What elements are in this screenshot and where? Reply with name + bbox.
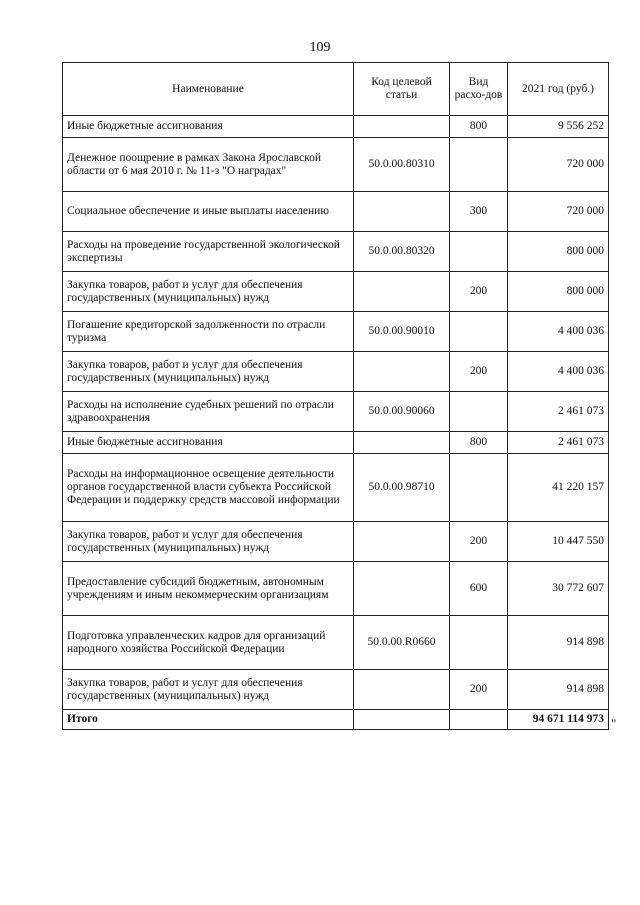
header-target-code: Код целевой статьи (354, 63, 450, 116)
cell-amount: 10 447 550 (508, 522, 609, 562)
total-label: Итого (63, 710, 354, 730)
cell-name: Закупка товаров, работ и услуг для обеспечения государственных (муниципальных) нужд (63, 352, 354, 392)
cell-target-code: 50.0.00.90010 (354, 312, 450, 352)
table-row (63, 116, 609, 138)
cell-name: Закупка товаров, работ и услуг для обеспечения государственных (муниципальных) нужд (63, 272, 354, 312)
cell-target-code: 50.0.00.98710 (354, 454, 450, 522)
cell-expense-type (450, 454, 508, 522)
table-body (63, 116, 609, 710)
cell-amount: 4 400 036 (508, 312, 609, 352)
cell-expense-type (450, 232, 508, 272)
table-row (63, 138, 609, 192)
cell-target-code: 50.0.00.90060 (354, 392, 450, 432)
table-row (63, 392, 609, 432)
cell-expense-type: 300 (450, 192, 508, 232)
cell-target-code (354, 562, 450, 616)
table-header-row (63, 63, 609, 116)
total-code-cell (354, 710, 450, 730)
cell-target-code: 50.0.00.80310 (354, 138, 450, 192)
cell-name: Расходы на информационное освещение деятельности органов государственной власти субъекта Российской Федерации и поддержку средств массовой информации (63, 454, 354, 522)
cell-name: Денежное поощрение в рамках Закона Ярославской области от 6 мая 2010 г. № 11-з "О наградах" (63, 138, 354, 192)
cell-name: Иные бюджетные ассигнования (63, 432, 354, 454)
header-name: Наименование (63, 63, 354, 116)
cell-name: Закупка товаров, работ и услуг для обеспечения государственных (муниципальных) нужд (63, 670, 354, 710)
cell-target-code (354, 272, 450, 312)
cell-target-code (354, 116, 450, 138)
cell-amount: 800 000 (508, 272, 609, 312)
table-row (63, 616, 609, 670)
cell-expense-type (450, 138, 508, 192)
table-row (63, 232, 609, 272)
cell-name: Предоставление субсидий бюджетным, автономным учреждениям и иным некоммерческим организациям (63, 562, 354, 616)
cell-name: Расходы на исполнение судебных решений по отрасли здравоохранения (63, 392, 354, 432)
table-row (63, 432, 609, 454)
cell-expense-type: 800 (450, 432, 508, 454)
budget-table (62, 62, 609, 730)
cell-target-code (354, 670, 450, 710)
cell-expense-type: 600 (450, 562, 508, 616)
cell-expense-type (450, 616, 508, 670)
cell-amount: 914 898 (508, 616, 609, 670)
cell-target-code (354, 522, 450, 562)
cell-target-code: 50.0.00.80320 (354, 232, 450, 272)
total-amount: 94 671 114 973 (508, 710, 609, 730)
cell-amount: 2 461 073 (508, 392, 609, 432)
cell-target-code: 50.0.00.R0660 (354, 616, 450, 670)
cell-expense-type: 800 (450, 116, 508, 138)
cell-target-code (354, 192, 450, 232)
cell-expense-type (450, 312, 508, 352)
cell-name: Закупка товаров, работ и услуг для обеспечения государственных (муниципальных) нужд (63, 522, 354, 562)
cell-target-code (354, 352, 450, 392)
cell-amount: 41 220 157 (508, 454, 609, 522)
cell-target-code (354, 432, 450, 454)
cell-name: Расходы на проведение государственной экологической экспертизы (63, 232, 354, 272)
header-expense-type: Вид расхо-дов (450, 63, 508, 116)
table-row (63, 522, 609, 562)
cell-amount: 914 898 (508, 670, 609, 710)
cell-amount: 4 400 036 (508, 352, 609, 392)
total-type-cell (450, 710, 508, 730)
cell-amount: 9 556 252 (508, 116, 609, 138)
table-row (63, 192, 609, 232)
table-row (63, 454, 609, 522)
cell-amount: 720 000 (508, 192, 609, 232)
cell-amount: 800 000 (508, 232, 609, 272)
cell-expense-type: 200 (450, 352, 508, 392)
page-number: 109 (309, 40, 331, 55)
cell-amount: 30 772 607 (508, 562, 609, 616)
table-row (63, 352, 609, 392)
cell-name: Иные бюджетные ассигнования (63, 116, 354, 138)
closing-quote-mark: " (611, 716, 617, 731)
cell-expense-type (450, 392, 508, 432)
cell-expense-type: 200 (450, 670, 508, 710)
cell-name: Подготовка управленческих кадров для организаций народного хозяйства Российской Федерации (63, 616, 354, 670)
cell-name: Погашение кредиторской задолженности по отрасли туризма (63, 312, 354, 352)
header-amount-2021: 2021 год (руб.) (508, 63, 609, 116)
table-row (63, 312, 609, 352)
total-row (63, 710, 609, 730)
cell-expense-type: 200 (450, 522, 508, 562)
table-row (63, 272, 609, 312)
table-row (63, 562, 609, 616)
cell-name: Социальное обеспечение и иные выплаты населению (63, 192, 354, 232)
table-row (63, 670, 609, 710)
cell-amount: 720 000 (508, 138, 609, 192)
cell-amount: 2 461 073 (508, 432, 609, 454)
cell-expense-type: 200 (450, 272, 508, 312)
